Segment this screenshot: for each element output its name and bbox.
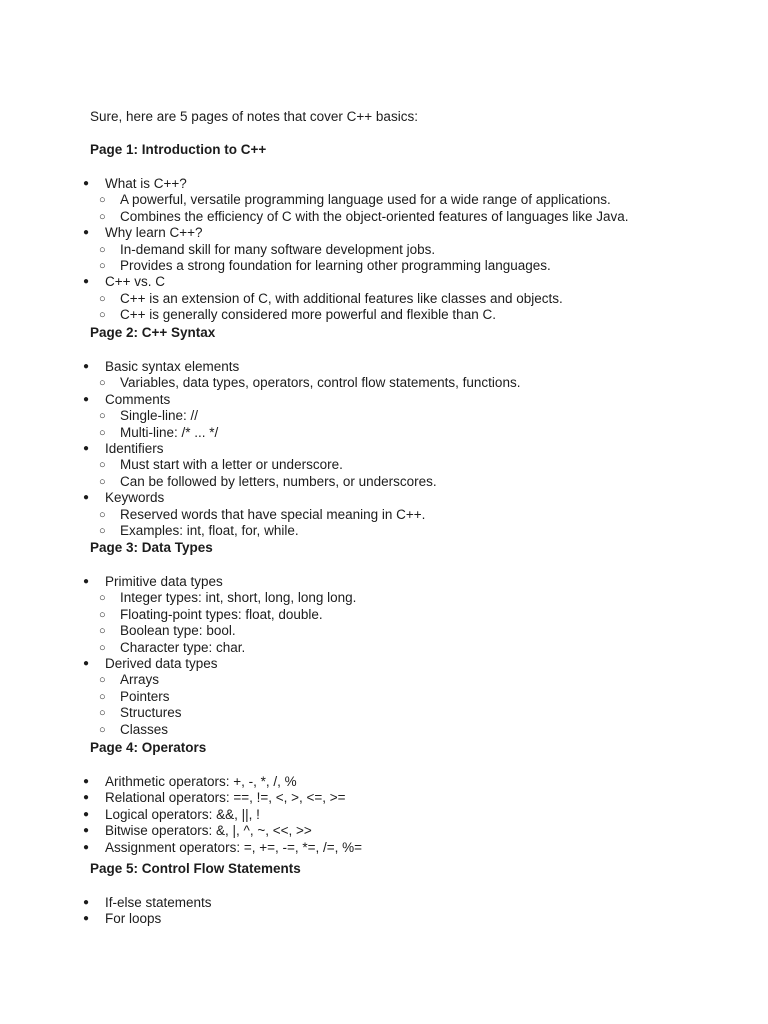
sub-list-item: Character type: char. xyxy=(120,639,246,655)
bullet-filled-icon: ● xyxy=(83,913,90,925)
sub-list-item: Pointers xyxy=(120,688,170,704)
sub-list-item: Must start with a letter or underscore. xyxy=(120,457,343,473)
bullet-hollow-icon: ○ xyxy=(99,508,106,521)
sub-list-item: C++ is an extension of C, with additional features like classes and objects. xyxy=(120,290,563,306)
bullet-filled-icon: ● xyxy=(83,808,90,820)
sub-list-item: Provides a strong foundation for learning other programming languages. xyxy=(120,258,551,273)
list-item: Derived data types xyxy=(105,656,218,671)
page-heading-1: Page 1: Introduction to C++ xyxy=(90,142,267,157)
page-heading-2: Page 2: C++ Syntax xyxy=(90,325,216,340)
bullet-filled-icon: ● xyxy=(83,776,90,787)
list-item: Basic syntax elements xyxy=(105,359,240,374)
bullet-filled-icon: ● xyxy=(83,178,90,189)
list-item: Why learn C++? xyxy=(105,225,203,241)
bullet-hollow-icon: ○ xyxy=(99,410,106,423)
sub-list-item: Arrays xyxy=(120,672,160,688)
bullet-hollow-icon: ○ xyxy=(99,525,106,537)
bullet-filled-icon: ● xyxy=(83,492,90,504)
bullet-hollow-icon: ○ xyxy=(99,475,106,488)
sub-list-item: Boolean type: bool. xyxy=(120,623,236,639)
page-heading-4: Page 4: Operators xyxy=(90,740,207,755)
sub-list-item: Structures xyxy=(120,705,182,721)
list-item: What is C++? xyxy=(105,176,187,191)
intro-text: Sure, here are 5 pages of notes that cover C++ basics: xyxy=(90,109,418,124)
sub-list-item: In-demand skill for many software development jobs. xyxy=(120,241,436,257)
bullet-hollow-icon: ○ xyxy=(99,459,106,472)
list-item: Arithmetic operators: +, -, *, /, % xyxy=(105,774,297,789)
bullet-hollow-icon: ○ xyxy=(99,426,106,439)
bullet-filled-icon: ● xyxy=(83,897,90,908)
bullet-hollow-icon: ○ xyxy=(99,243,106,256)
sub-list-item: Variables, data types, operators, control flow statements, functions. xyxy=(120,375,521,391)
list-item: Bitwise operators: &, |, ^, ~, <<, >> xyxy=(105,823,312,839)
bullet-hollow-icon: ○ xyxy=(99,210,106,223)
bullet-hollow-icon: ○ xyxy=(99,292,106,305)
bullet-hollow-icon: ○ xyxy=(99,260,106,272)
bullet-filled-icon: ● xyxy=(83,361,90,372)
list-item: Assignment operators: =, +=, -=, *=, /=, %= xyxy=(105,839,363,855)
sub-list-item: Multi-line: /* ... */ xyxy=(120,424,219,440)
list-item: Comments xyxy=(105,391,171,407)
list-item: Keywords xyxy=(105,490,165,506)
sub-list-item: Single-line: // xyxy=(120,408,199,424)
sub-list-item: Combines the efficiency of C with the object-oriented features of languages like Java. xyxy=(120,208,629,224)
page-heading-3: Page 3: Data Types xyxy=(90,540,213,555)
bullet-hollow-icon: ○ xyxy=(99,674,106,687)
sub-list-item: Can be followed by letters, numbers, or underscores. xyxy=(120,473,437,489)
bullet-hollow-icon: ○ xyxy=(99,625,106,638)
page-heading-5: Page 5: Control Flow Statements xyxy=(90,861,301,876)
list-item: For loops xyxy=(105,911,162,927)
bullet-filled-icon: ● xyxy=(83,658,90,669)
bullet-hollow-icon: ○ xyxy=(99,690,106,703)
list-item: Relational operators: ==, !=, <, >, <=, >= xyxy=(105,790,346,806)
list-item: Identifiers xyxy=(105,441,164,456)
list-item: C++ vs. C xyxy=(105,274,166,290)
bullet-filled-icon: ● xyxy=(83,841,90,853)
list-item: If-else statements xyxy=(105,895,212,910)
bullet-hollow-icon: ○ xyxy=(99,608,106,621)
sub-list-item: Integer types: int, short, long, long long. xyxy=(120,590,357,606)
sub-list-item: C++ is generally considered more powerful and flexible than C. xyxy=(120,307,496,323)
sub-list-item: Floating-point types: float, double. xyxy=(120,606,323,622)
list-item: Primitive data types xyxy=(105,574,223,589)
bullet-filled-icon: ● xyxy=(83,276,90,288)
sub-list-item: Examples: int, float, for, while. xyxy=(120,523,299,538)
bullet-hollow-icon: ○ xyxy=(99,377,106,390)
bullet-hollow-icon: ○ xyxy=(99,309,106,322)
sub-list-item: Reserved words that have special meaning in C++. xyxy=(120,506,426,522)
sub-list-item: Classes xyxy=(120,721,169,737)
sub-list-item: A powerful, versatile programming language used for a wide range of applications. xyxy=(120,192,611,208)
bullet-hollow-icon: ○ xyxy=(99,592,106,605)
bullet-filled-icon: ● xyxy=(83,393,90,405)
list-item: Logical operators: &&, ||, ! xyxy=(105,806,260,822)
bullet-hollow-icon: ○ xyxy=(99,707,106,720)
bullet-hollow-icon: ○ xyxy=(99,723,106,736)
bullet-hollow-icon: ○ xyxy=(99,641,106,654)
bullet-filled-icon: ● xyxy=(83,792,90,804)
bullet-hollow-icon: ○ xyxy=(99,194,106,207)
bullet-filled-icon: ● xyxy=(83,825,90,837)
bullet-filled-icon: ● xyxy=(83,227,90,239)
bullet-filled-icon: ● xyxy=(83,576,90,587)
bullet-filled-icon: ● xyxy=(83,443,90,454)
